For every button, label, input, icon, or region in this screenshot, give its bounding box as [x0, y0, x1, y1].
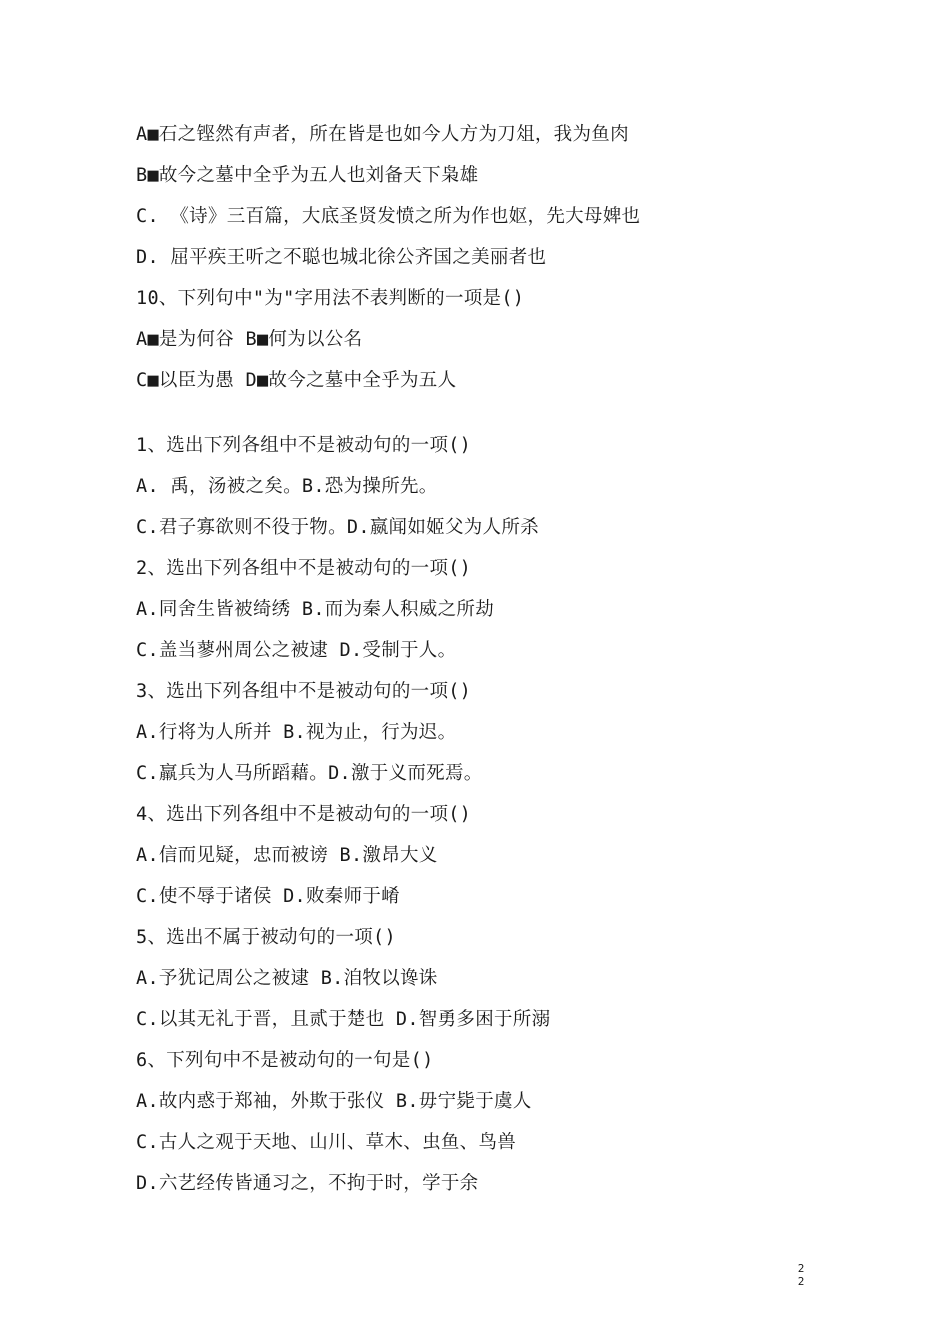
- question-block-passive: [136, 425, 550, 1204]
- question-line: 1、选出下列各组中不是被动句的一项(): [136, 435, 472, 456]
- option-line: C.盖当蓼州周公之被逮 D.受制于人。: [136, 640, 457, 661]
- option-line: A.行将为人所并 B.视为止，行为迟。: [136, 722, 457, 743]
- option-line: C.古人之观于天地、山川、草木、虫鱼、鸟兽: [136, 1132, 517, 1153]
- option-line: D.六艺经传皆通习之，不拘于时，学于余: [136, 1173, 479, 1194]
- question-line: 3、选出下列各组中不是被动句的一项(): [136, 681, 472, 702]
- option-line: C.使不辱于诸侯 D.败秦师于崤: [136, 886, 400, 907]
- question-block-judgment: [136, 114, 640, 401]
- option-line: A■石之铿然有声者，所在皆是也如今人方为刀俎，我为鱼肉: [136, 124, 629, 145]
- option-line: C.羸兵为人马所蹈藉。D.激于义而死焉。: [136, 763, 483, 784]
- option-line: C. 《诗》三百篇，大底圣贤发愤之所为作也妪，先大母婢也: [136, 206, 641, 227]
- page-number: [796, 1262, 806, 1288]
- option-line: A.予犹记周公之被逮 B.洎牧以谗诛: [136, 968, 438, 989]
- page-number-bottom: 2: [797, 1275, 805, 1288]
- option-line: C.君子寡欲则不役于物。D.嬴闻如姬父为人所杀: [136, 517, 539, 538]
- question-line: 5、选出不属于被动句的一项(): [136, 927, 396, 948]
- option-line: D. 屈平疾王听之不聪也城北徐公齐国之美丽者也: [136, 247, 547, 268]
- option-line: A. 禹，汤被之矣。B.恐为操所先。: [136, 476, 438, 497]
- option-line: C.以其无礼于晋，且贰于楚也 D.智勇多困于所溺: [136, 1009, 551, 1030]
- question-line: 6、下列句中不是被动句的一句是(): [136, 1050, 434, 1071]
- question-line: 10、下列句中"为"字用法不表判断的一项是(): [136, 288, 525, 309]
- question-line: 4、选出下列各组中不是被动句的一项(): [136, 804, 472, 825]
- option-line: A.故内惑于郑袖，外欺于张仪 B.毋宁毙于虞人: [136, 1091, 532, 1112]
- question-line: 2、选出下列各组中不是被动句的一项(): [136, 558, 472, 579]
- option-line: A.同舍生皆被绮绣 B.而为秦人积威之所劫: [136, 599, 494, 620]
- option-line: C■以臣为愚 D■故今之墓中全乎为五人: [136, 370, 457, 391]
- option-line: A.信而见疑，忠而被谤 B.激昂大义: [136, 845, 438, 866]
- option-line: A■是为何谷 B■何为以公名: [136, 329, 363, 350]
- page-number-top: 2: [797, 1262, 805, 1275]
- option-line: B■故今之墓中全乎为五人也刘备天下枭雄: [136, 165, 479, 186]
